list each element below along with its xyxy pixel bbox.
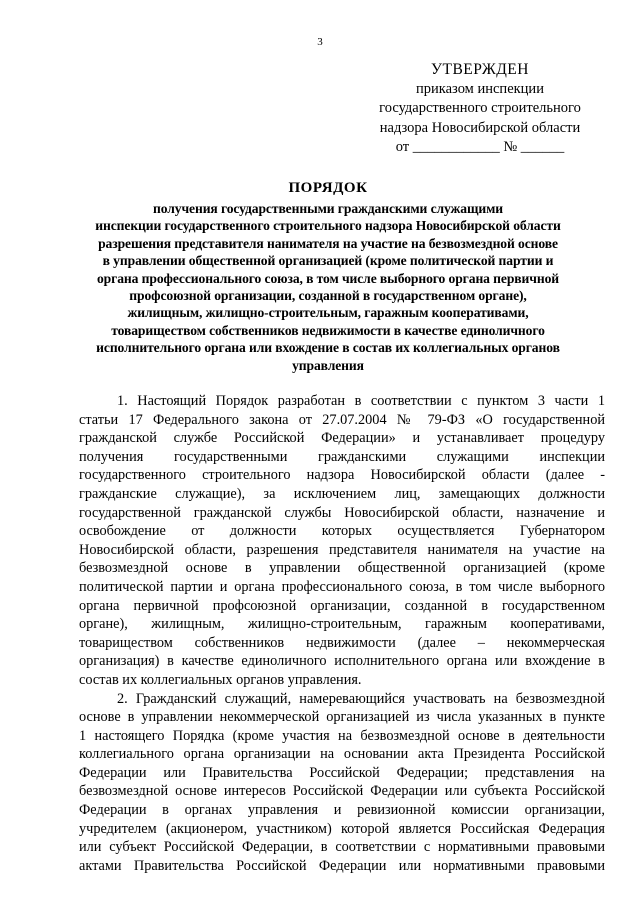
text-line: государственной гражданской службы Новосибирской области, назначение и — [79, 504, 605, 521]
text-line: статьи 17 Федерального закона от 27.07.2004 № 79-ФЗ «О государственной — [79, 411, 605, 428]
text-line: Новосибирской области, разрешения представителя нанимателя на участие на — [79, 541, 605, 558]
text-line: организация) в качестве единоличного исполнительного органа или вхождение в — [79, 653, 605, 670]
text-line: гражданской службе Российской Федерации» и устанавливает процедуру — [79, 430, 605, 447]
approval-stamp-block — [360, 60, 600, 158]
subtitle-line: исполнительного органа или вхождение в состав их коллегиальных органов — [96, 340, 560, 356]
text-line: 2. Гражданский служащий, намеревающийся участвовать на безвозмездной — [117, 690, 605, 707]
text-line: актами Правительства Российской Федерации или нормативными правовыми — [79, 857, 605, 874]
paragraph-2 — [79, 690, 605, 876]
paragraph-1 — [79, 392, 605, 690]
text-line: учредителем (акционером, участником) которой является Российская Федерация — [79, 820, 605, 837]
page-number: 3 — [317, 36, 323, 48]
text-line: органа первичной профсоюзной организации, созданной в государственном — [79, 597, 605, 614]
subtitle-line: разрешения представителя нанимателя на участие на безвозмездной основе — [98, 235, 558, 251]
subtitle-line: органа профессионального союза, в том числе выборного органа первичной — [96, 270, 560, 286]
approval-line-4: от ____________ № ______ — [395, 139, 565, 155]
text-line: состав их коллегиальных органов управления. — [79, 671, 362, 688]
document-body — [79, 392, 605, 875]
text-line: 1 настоящего Порядка (кроме участия на безвозмездной основе в деятельности — [79, 727, 605, 744]
approval-line-2: государственного строительного — [379, 100, 581, 116]
text-line: товариществом собственников недвижимости (далее – некоммерческая — [79, 634, 605, 651]
subtitle-line: профсоюзной организации, созданной в государственном органе), — [129, 288, 527, 304]
text-line: политической партии и органа профессионального союза, в том числе выборного — [79, 578, 605, 595]
subtitle-line: в управлении общественной организацией (кроме политической партии и — [102, 253, 554, 269]
text-line: 1. Настоящий Порядок разработан в соответствии с пунктом 3 части 1 — [117, 393, 605, 409]
subtitle-line: получения государственными гражданскими служащими — [152, 201, 504, 216]
text-line: органе), жилищным, жилищно-строительным, гаражным кооперативами, — [79, 616, 605, 633]
subtitle-line: товариществом собственников недвижимости в качестве единоличного — [111, 322, 545, 338]
text-line: безвозмездной основе интересов Российской Федерации или субъекта Российской — [79, 783, 605, 800]
document-title: ПОРЯДОК — [288, 180, 368, 196]
text-line: государственного строительного надзора Новосибирской области (далее - — [79, 467, 605, 484]
text-line: Федерации в органах управления и ревизионной комиссии организации, — [79, 802, 605, 819]
text-line: или субъект Российской Федерации, в соответствии с нормативными правовыми — [79, 839, 605, 856]
text-line: гражданские служащие), за исключением лиц, замещающих должности — [79, 485, 605, 502]
text-line: Федерации или Правительства Российской Федерации; представления на — [79, 764, 605, 781]
subtitle-line: жилищным, жилищно-строительным, гаражным кооперативами, — [127, 305, 529, 321]
subtitle-line: инспекции государственного строительного надзора Новосибирской области — [95, 218, 561, 234]
approval-line-1: приказом инспекции — [416, 80, 544, 97]
text-line: освобождение от должности которых осуществляется Губернатором — [79, 523, 605, 540]
approval-title: УТВЕРЖДЕН — [431, 61, 529, 78]
text-line: получения государственными гражданскими служащими инспекции — [79, 448, 605, 465]
document-title-block — [58, 180, 598, 374]
subtitle-line: управления — [292, 357, 364, 373]
approval-line-3: надзора Новосибирской области — [379, 119, 581, 136]
text-line: безвозмездной основе в управлении общественной организацией (кроме — [79, 560, 605, 577]
text-line: основе в управлении некоммерческой организацией из числа указанных в пункте — [79, 709, 605, 726]
text-line: коллегиального органа организации на основании акта Президента Российской — [79, 746, 605, 763]
